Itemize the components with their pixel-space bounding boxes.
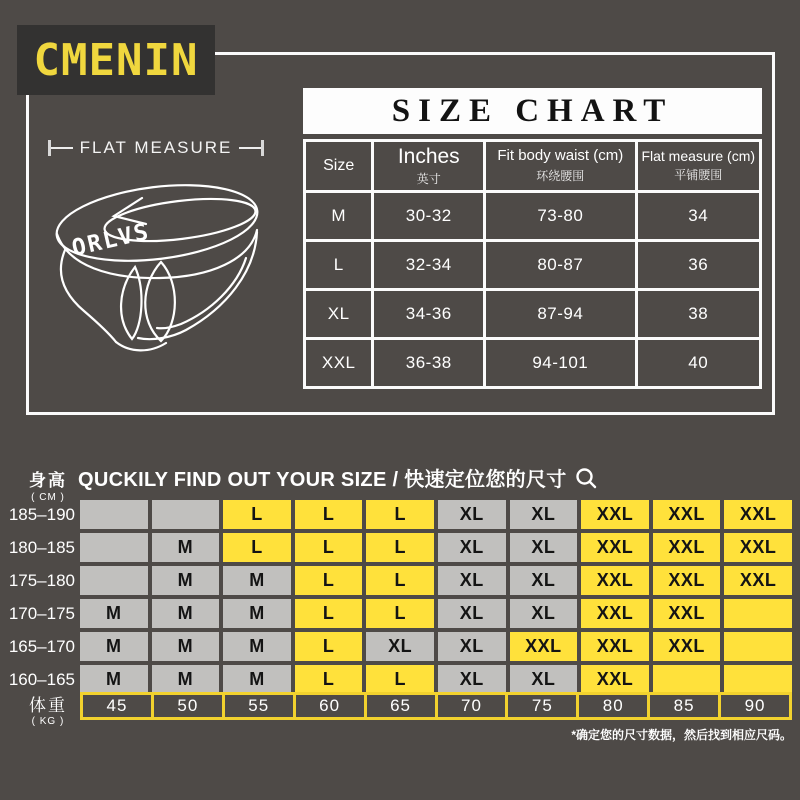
col-header-size: Size: [305, 141, 373, 192]
size-cell: [80, 566, 148, 595]
size-cell: XL: [438, 566, 506, 595]
size-cell: M: [152, 566, 220, 595]
size-cell: XXL: [581, 665, 649, 694]
weight-axis-label: 体重 ( KG ): [29, 696, 67, 727]
size-cell: XXL: [653, 632, 721, 661]
size-cell: M: [80, 632, 148, 661]
weight-cell: 65: [367, 695, 435, 717]
size-chart-row: [305, 339, 761, 388]
size-cell: [653, 665, 721, 694]
size-finder-title: [78, 463, 597, 492]
size-chart-cell: 36-38: [373, 339, 485, 388]
col-header-fit-body-waist: Fit body waist (cm) 环绕腰围: [485, 141, 636, 192]
size-cell: XL: [438, 599, 506, 628]
size-chart-header-row: [305, 141, 761, 192]
height-range-label: 185–190: [8, 505, 75, 524]
size-cell: L: [366, 665, 434, 694]
size-chart-cell: L: [305, 241, 373, 290]
size-cell: XXL: [581, 500, 649, 529]
size-cell: XL: [438, 632, 506, 661]
size-chart-title: SIZE CHART: [303, 88, 762, 134]
size-cell: XL: [438, 500, 506, 529]
measure-line-right: [239, 147, 261, 149]
height-range-label: 175–180: [8, 571, 75, 590]
right-strap-outer: [138, 232, 257, 339]
underwear-line-drawing: [38, 172, 308, 387]
size-cell: [152, 500, 220, 529]
size-cell: XXL: [581, 533, 649, 562]
col-header-inches: Inches 英寸: [373, 141, 485, 192]
size-cell: L: [295, 533, 363, 562]
weight-axis-values: [80, 692, 792, 720]
size-cell: XL: [438, 665, 506, 694]
magnifier-icon: [575, 467, 597, 489]
size-chart-cell: 87-94: [485, 290, 636, 339]
size-cell: XXL: [653, 599, 721, 628]
size-cell: XXL: [724, 566, 792, 595]
height-range-label: 160–165: [8, 670, 75, 689]
size-cell: XL: [366, 632, 434, 661]
size-cell: L: [366, 566, 434, 595]
weight-cell: 45: [83, 695, 151, 717]
flat-measure-annotation: [48, 139, 264, 157]
size-chart-cell: 94-101: [485, 339, 636, 388]
size-cell: L: [295, 566, 363, 595]
size-cell: XXL: [653, 533, 721, 562]
size-cell: XXL: [581, 632, 649, 661]
size-chart-cell: XXL: [305, 339, 373, 388]
size-chart-cell: 34: [636, 192, 761, 241]
weight-cell: 85: [650, 695, 718, 717]
size-cell: L: [223, 533, 291, 562]
leg-opening-rim: [116, 342, 166, 350]
size-finder-title-text: QUCKILY FIND OUT YOUR SIZE / 快速定位您的尺寸: [78, 469, 567, 491]
size-chart-cell: 34-36: [373, 290, 485, 339]
size-cell: XL: [510, 500, 578, 529]
size-chart-cell: XL: [305, 290, 373, 339]
size-cell: M: [152, 665, 220, 694]
size-chart-cell: 73-80: [485, 192, 636, 241]
size-chart-cell: M: [305, 192, 373, 241]
size-finder-grid: [80, 500, 792, 694]
size-cell: XXL: [653, 500, 721, 529]
weight-cell: 60: [296, 695, 364, 717]
size-cell: M: [223, 665, 291, 694]
size-cell: XL: [510, 599, 578, 628]
weight-cell: 70: [438, 695, 506, 717]
size-cell: L: [295, 665, 363, 694]
height-row-labels: [0, 500, 75, 694]
weight-cell: 80: [579, 695, 647, 717]
size-cell: L: [223, 500, 291, 529]
weight-cell: 55: [225, 695, 293, 717]
size-cell: L: [295, 500, 363, 529]
size-chart-cell: 38: [636, 290, 761, 339]
measure-tick-right: [261, 140, 264, 156]
brand-logo: [17, 25, 215, 95]
size-chart-table: [303, 139, 762, 389]
size-cell: M: [152, 533, 220, 562]
left-body-edge: [61, 250, 116, 342]
size-cell: L: [366, 533, 434, 562]
size-cell: XXL: [581, 566, 649, 595]
size-chart-cell: 32-34: [373, 241, 485, 290]
size-cell: XXL: [724, 533, 792, 562]
flat-measure-label: FLAT MEASURE: [79, 138, 233, 157]
size-cell: [724, 632, 792, 661]
size-cell: M: [223, 632, 291, 661]
size-cell: M: [223, 599, 291, 628]
size-chart-cell: 40: [636, 339, 761, 388]
size-cell: M: [80, 599, 148, 628]
size-chart-row: [305, 192, 761, 241]
size-chart-cell: 30-32: [373, 192, 485, 241]
size-cell: L: [366, 599, 434, 628]
size-cell: XXL: [653, 566, 721, 595]
size-cell: XL: [510, 665, 578, 694]
size-cell: [80, 533, 148, 562]
size-cell: XXL: [724, 500, 792, 529]
col-header-flat-measure: Flat measure (cm) 平铺腰围: [636, 141, 761, 192]
size-cell: XL: [438, 533, 506, 562]
height-range-label: 180–185: [8, 538, 75, 557]
size-chart-row: [305, 241, 761, 290]
size-cell: M: [80, 665, 148, 694]
waistband-brand-text: ORLVS: [69, 218, 153, 262]
size-chart-cell: 36: [636, 241, 761, 290]
height-axis-label: 身高 ( CM ): [29, 471, 67, 503]
size-cell: XL: [510, 533, 578, 562]
size-chart-cell: 80-87: [485, 241, 636, 290]
size-cell: M: [223, 566, 291, 595]
size-cell: M: [152, 599, 220, 628]
measure-line-left: [51, 147, 73, 149]
brand-logo-text: CMENIN: [33, 34, 199, 86]
size-cell: [724, 665, 792, 694]
size-cell: M: [152, 632, 220, 661]
size-cell: L: [295, 599, 363, 628]
height-range-label: 165–170: [8, 637, 75, 656]
footnote: *确定您的尺寸数据，然后找到相应尺码。: [571, 728, 792, 742]
weight-cell: 75: [508, 695, 576, 717]
size-cell: L: [366, 500, 434, 529]
weight-cell: 90: [721, 695, 789, 717]
size-chart-row: [305, 290, 761, 339]
size-cell: XL: [510, 566, 578, 595]
height-range-label: 170–175: [8, 604, 75, 623]
size-cell: [80, 500, 148, 529]
weight-cell: 50: [154, 695, 222, 717]
size-cell: XXL: [510, 632, 578, 661]
size-cell: XXL: [581, 599, 649, 628]
size-cell: L: [295, 632, 363, 661]
size-cell: [724, 599, 792, 628]
